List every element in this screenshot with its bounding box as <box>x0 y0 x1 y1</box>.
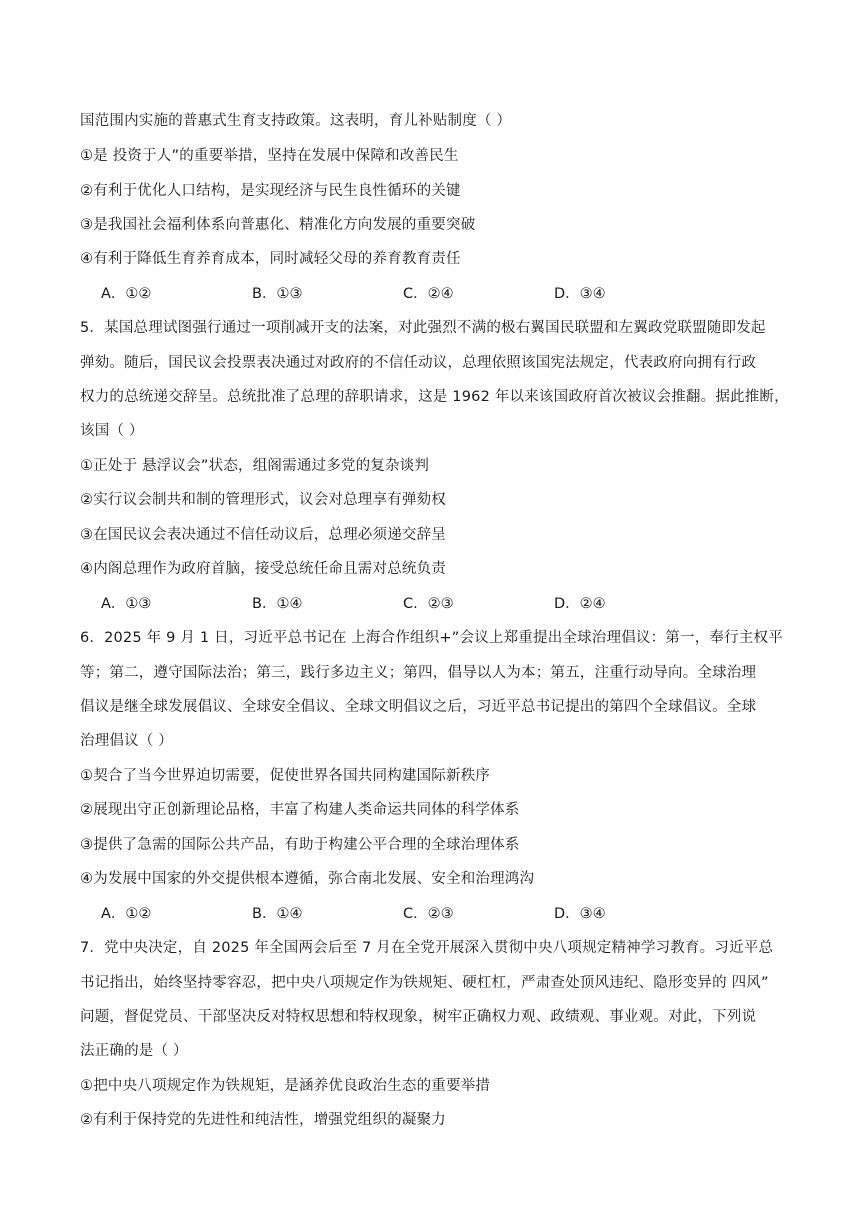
q5-stem-line-3: 权力的总统递交辞呈。总统批准了总理的辞职请求，这是 1962 年以来该国政府首次被议会推翻。据此推断， <box>80 389 789 405</box>
q5-option-c: C．②③ <box>403 596 454 612</box>
q6-option-b: B．①④ <box>252 906 303 922</box>
q4-option-c: C．②④ <box>403 286 454 302</box>
q4-item-3: ③是我国社会福利体系向普惠化、精准化方向发展的重要突破 <box>80 217 476 233</box>
q5-stem-line-4: 该国（ ） <box>80 423 144 439</box>
q6-stem-line-3: 倡议是继全球发展倡议、全球安全倡议、全球文明倡议之后，习近平总书记提出的第四个全球倡议。全球 <box>80 699 757 715</box>
q7-stem-line-3: 问题，督促党员、干部坚决反对特权思想和特权现象，树牢正确权力观、政绩观、事业观。对此，下列说 <box>80 1009 757 1025</box>
q7-stem-line-2: 书记指出，始终坚持零容忍，把中央八项规定作为铁规矩、硬杠杠，严肃查处顶风违纪、隐形变异的 四风” <box>80 975 769 991</box>
q6-option-a: A．①② <box>101 906 152 922</box>
q5-item-1: ①正处于 悬浮议会”状态，组阁需通过多党的复杂谈判 <box>80 458 430 474</box>
q7-item-2: ②有利于保持党的先进性和纯洁性，增强党组织的凝聚力 <box>80 1112 446 1128</box>
q6-item-4: ④为发展中国家的外交提供根本遵循，弥合南北发展、安全和治理鸿沟 <box>80 871 535 887</box>
q6-option-c: C．②③ <box>403 906 454 922</box>
q5-option-a: A．①③ <box>101 596 152 612</box>
q5-item-2: ②实行议会制共和制的管理形式，议会对总理享有弹劾权 <box>80 492 446 508</box>
q4-option-b: B．①③ <box>252 286 303 302</box>
q4-option-d: D．③④ <box>554 286 606 302</box>
q6-stem-line-1: 6．2025 年 9 月 1 日，习近平总书记在 上海合作组织+”会议上郑重提出全球治理倡议：第一，奉行主权平 <box>80 630 783 646</box>
q6-stem-line-4: 治理倡议（ ） <box>80 733 174 749</box>
q5-stem-line-2: 弹劾。随后，国民议会投票表决通过对政府的不信任动议，总理依照该国宪法规定，代表政府向拥有行政 <box>80 355 757 371</box>
q5-item-3: ③在国民议会表决通过不信任动议后，总理必须递交辞呈 <box>80 527 446 543</box>
q6-item-3: ③提供了急需的国际公共产品，有助于构建公平合理的全球治理体系 <box>80 837 520 853</box>
q5-option-b: B．①④ <box>252 596 303 612</box>
q6-options <box>101 904 801 924</box>
q5-stem-line-1: 5．某国总理试图强行通过一项削减开支的法案，对此强烈不满的极右翼国民联盟和左翼政党联盟随即发起 <box>80 320 766 336</box>
q7-item-1: ①把中央八项规定作为铁规矩，是涵养优良政治生态的重要举措 <box>80 1078 491 1094</box>
q7-stem-line-4: 法正确的是（ ） <box>80 1043 188 1059</box>
q6-stem-line-2: 等；第二，遵守国际法治；第三，践行多边主义；第四，倡导以人为本；第五，注重行动导向。全球治理 <box>80 665 757 681</box>
q4-options <box>101 284 801 304</box>
q6-option-d: D．③④ <box>554 906 606 922</box>
q5-options <box>101 594 801 614</box>
q7-stem-line-1: 7．党中央决定，自 2025 年全国两会后至 7 月在全党开展深入贯彻中央八项规定精神学习教育。习近平总 <box>80 940 774 956</box>
q5-option-d: D．②④ <box>554 596 606 612</box>
q6-item-1: ①契合了当今世界迫切需要，促使世界各国共同构建国际新秩序 <box>80 768 491 784</box>
q4-item-4: ④有利于降低生育养育成本，同时减轻父母的养育教育责任 <box>80 251 461 267</box>
q4-item-1: ①是 投资于人”的重要举措，坚持在发展中保障和改善民生 <box>80 148 459 164</box>
q4-item-2: ②有利于优化人口结构，是实现经济与民生良性循环的关键 <box>80 183 461 199</box>
q4-stem-tail: 国范围内实施的普惠式生育支持政策。这表明，育儿补贴制度（ ） <box>80 113 512 129</box>
q6-item-2: ②展现出守正创新理论品格，丰富了构建人类命运共同体的科学体系 <box>80 802 520 818</box>
q5-item-4: ④内阁总理作为政府首脑，接受总统任命且需对总统负责 <box>80 561 446 577</box>
q4-option-a: A．①② <box>101 286 152 302</box>
